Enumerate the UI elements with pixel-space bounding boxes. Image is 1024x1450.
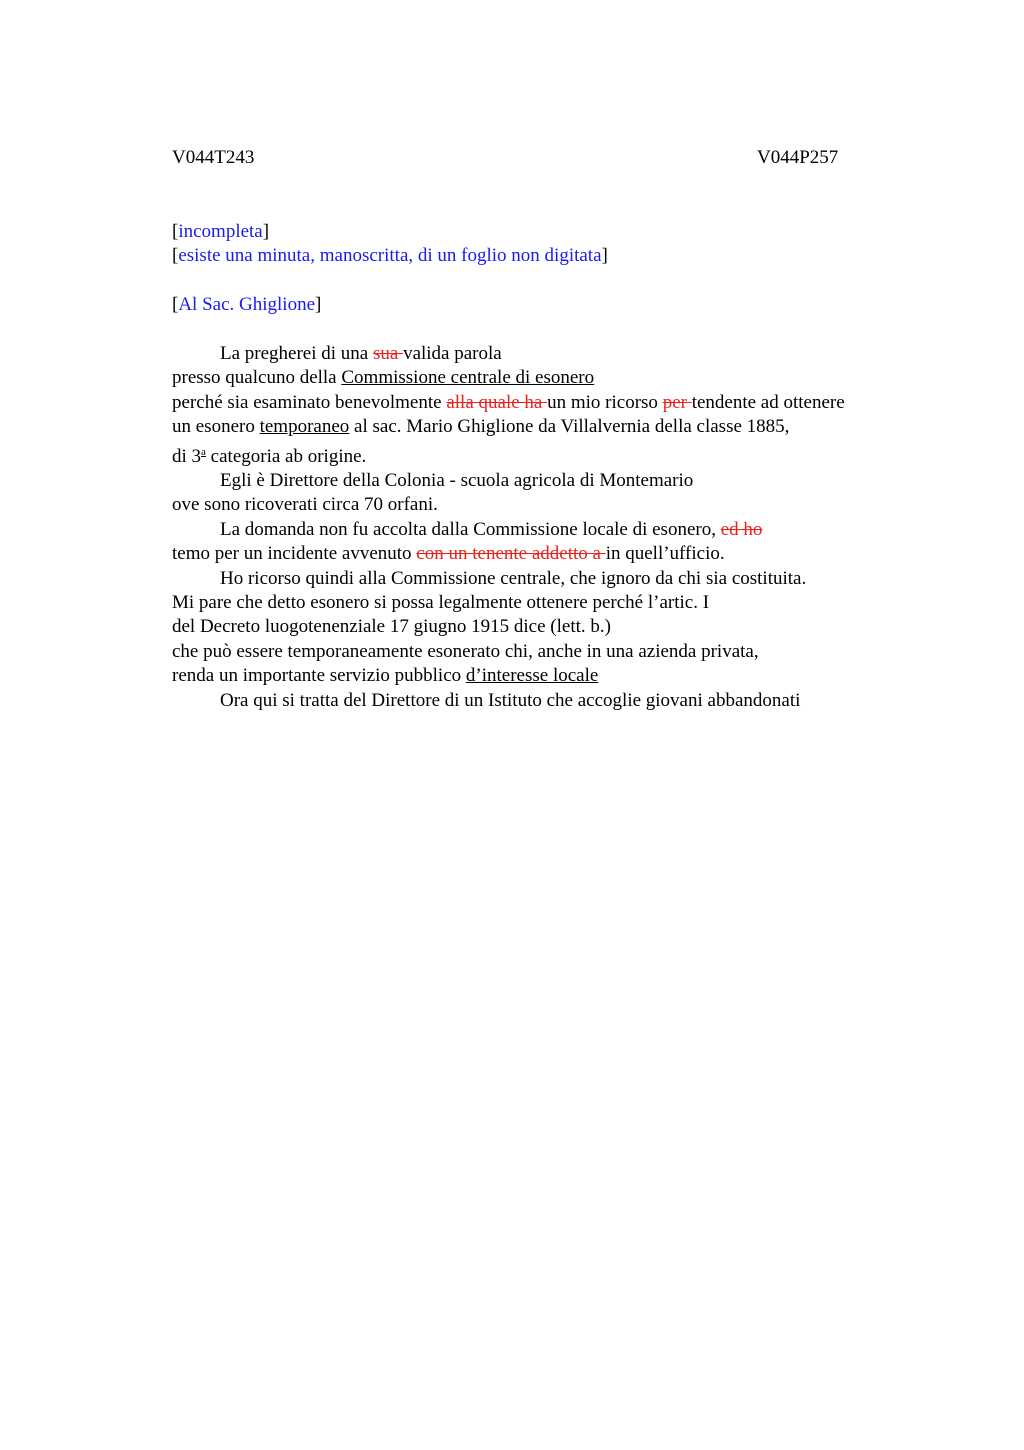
letter-line: del Decreto luogotenenziale 17 giugno 1915 dice (lett. b.) (172, 616, 611, 638)
underlined-text: d’interesse locale (465, 665, 599, 687)
underlined-text: Commissione centrale di esonero (341, 367, 595, 389)
text-run: La domanda non fu accolta dalla Commissione locale di esonero, (220, 518, 721, 540)
letter-line: Mi pare che detto esonero si possa legalmente ottenere perché l’artic. I (172, 592, 710, 614)
text-run: al sac. Mario Ghiglione da Villalvernia della classe 1885, (349, 416, 790, 438)
text-run: un mio ricorso (547, 391, 663, 413)
document-code-right: V044P257 (757, 147, 839, 168)
letter-line: Egli è Direttore della Colonia - scuola agricola di Montemario (220, 470, 694, 492)
letter-line (172, 415, 932, 439)
note-incomplete-text: incompleta (178, 221, 263, 242)
letter-line (172, 391, 932, 415)
letter-line: Ora qui si tratta del Direttore di un Istituto che accoglie giovani abbandonati (220, 689, 801, 711)
text-run: categoria ab origine. (205, 445, 367, 467)
note-incomplete: [incompleta] (172, 221, 270, 242)
letter-line: Ho ricorso quindi alla Commissione centrale, che ignoro da chi sia costituita. (220, 567, 807, 589)
deleted-text: con un tenente addetto a (416, 543, 606, 565)
ordinal-superscript: a (201, 445, 206, 458)
text-run: temo per un incidente avvenuto (172, 543, 417, 565)
document-code-left: V044T243 (172, 147, 255, 168)
deleted-text: ed ho (720, 518, 763, 540)
note-recipient: [Al Sac. Ghiglione] (172, 294, 322, 315)
text-run: in quell’ufficio. (605, 543, 725, 565)
note-draft-text: esiste una minuta, manoscritta, di un foglio non digitata (178, 245, 602, 266)
text-run: valida parola (403, 343, 502, 364)
letter-line (172, 518, 932, 542)
text-run: presso qualcuno della (172, 367, 342, 389)
deleted-text: per (662, 391, 692, 413)
deleted-text: sua (372, 343, 404, 364)
letter-line (172, 342, 932, 366)
letter-body (172, 342, 932, 713)
text-run: La pregherei di una (220, 343, 373, 364)
letter-line: che può essere temporaneamente esonerato chi, anche in una azienda privata, (172, 640, 759, 662)
text-run: renda un importante servizio pubblico (172, 665, 466, 687)
note-draft: [esiste una minuta, manoscritta, di un foglio non digitata] (172, 245, 608, 266)
deleted-text: alla quale ha (446, 391, 548, 413)
letter-line (172, 366, 932, 390)
text-run: un esonero (172, 416, 260, 438)
underlined-text: temporaneo (259, 416, 350, 438)
note-recipient-text: Al Sac. Ghiglione (178, 294, 316, 315)
letter-line: ove sono ricoverati circa 70 orfani. (172, 494, 438, 516)
text-run: tendente ad ottenere (691, 391, 845, 413)
letter-line (172, 542, 932, 566)
letter-line (172, 664, 932, 688)
text-run: di 3 (172, 445, 202, 467)
letter-line (172, 440, 932, 469)
text-run: perché sia esaminato benevolmente (172, 391, 447, 413)
